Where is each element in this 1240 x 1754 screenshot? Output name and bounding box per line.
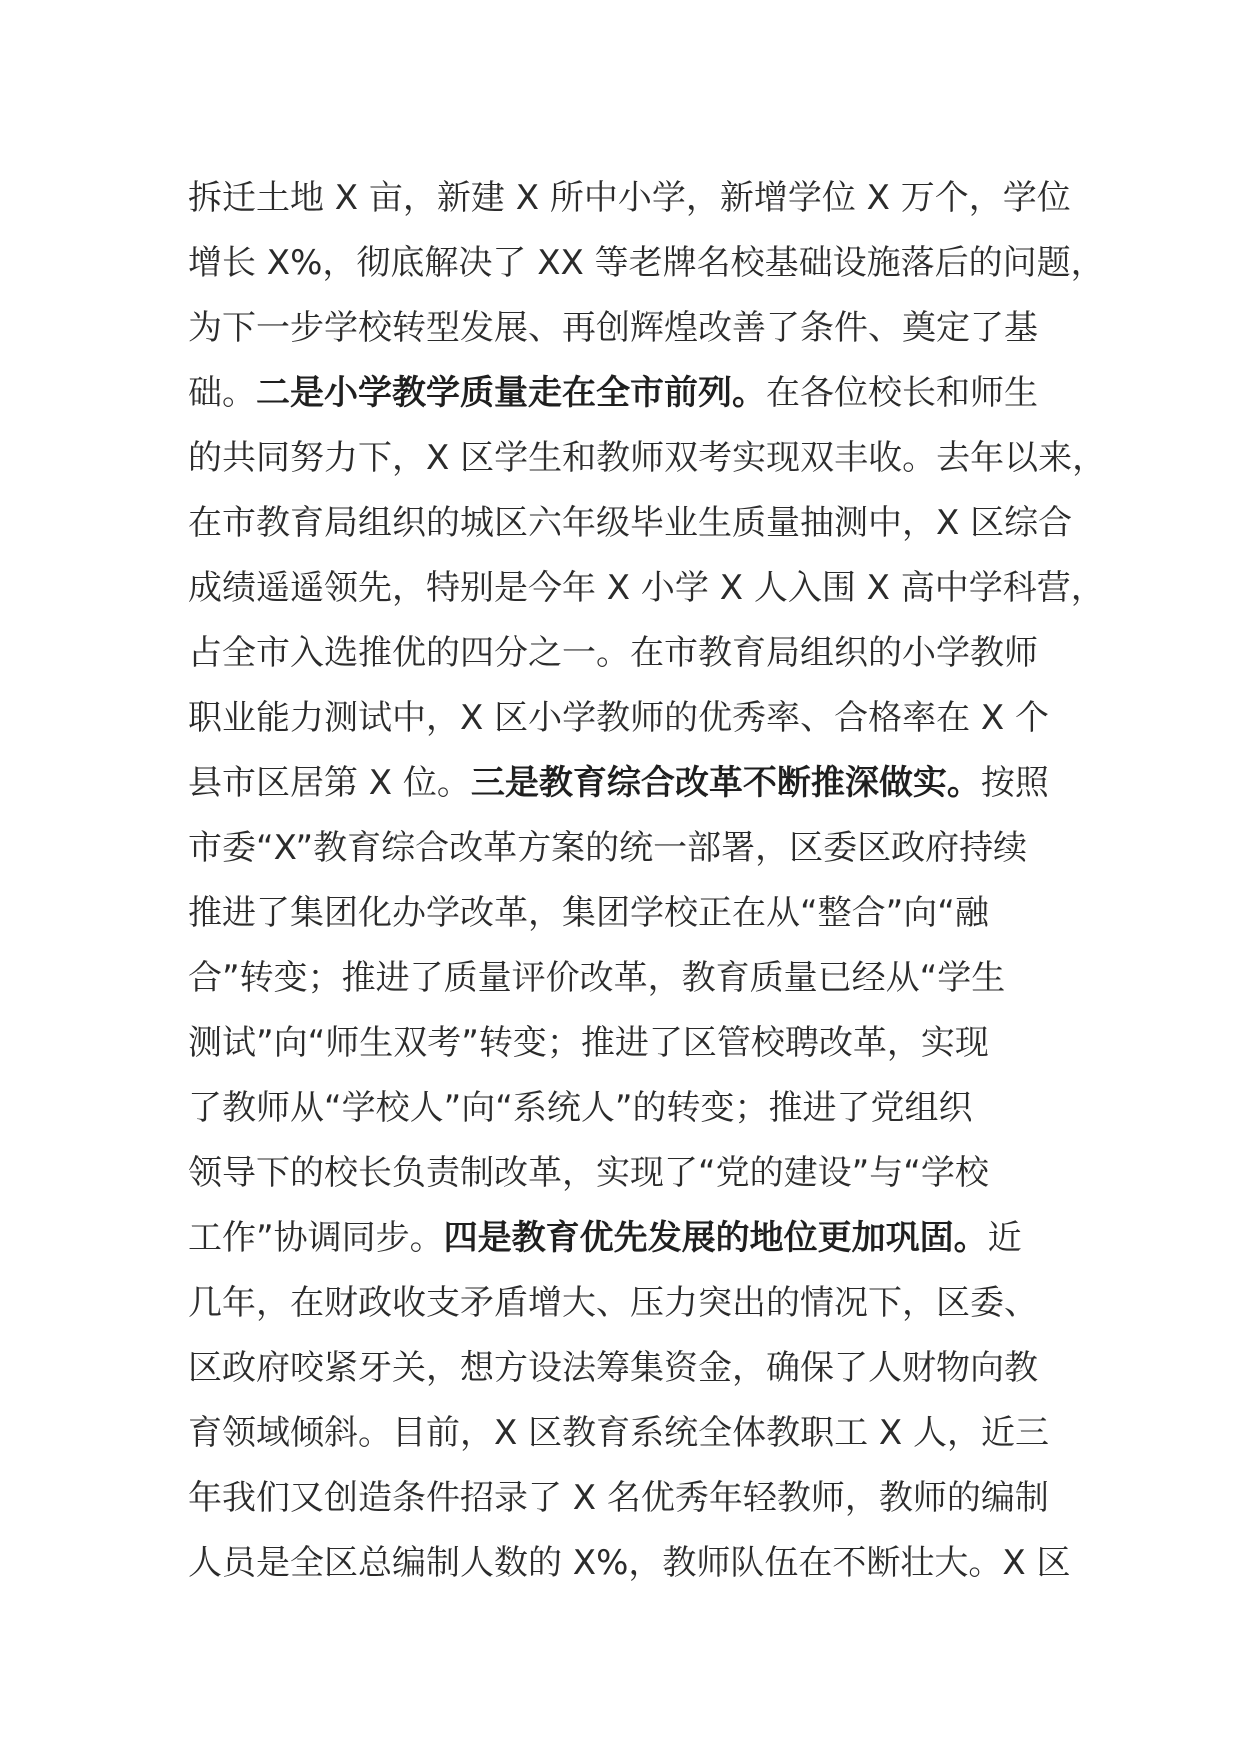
text-line — [188, 1141, 1088, 1206]
bold-heading: 二是小学教学质量走在全市前列。 — [256, 373, 766, 413]
body-text — [188, 166, 1107, 1596]
text-line — [188, 1466, 1088, 1531]
text-segment: 成绩遥遥领先，特别是今年 X 小学 X 人入围 X 高中学科营， — [188, 568, 1105, 608]
text-segment: 育领域倾斜。目前，X 区教育系统全体教职工 X 人，近三 — [188, 1413, 1050, 1453]
text-segment: 县市区居第 X 位。 — [188, 763, 471, 803]
text-segment: 人员是全区总编制人数的 X%，教师队伍在不断壮大。X 区 — [188, 1543, 1071, 1583]
text-line — [188, 1271, 1088, 1336]
text-line — [188, 751, 1088, 816]
text-segment: 推进了集团化办学改革，集团学校正在从“整合”向“融 — [188, 893, 989, 933]
text-segment: 合”转变；推进了质量评价改革，教育质量已经从“学生 — [188, 958, 1006, 998]
text-segment: 础。 — [188, 373, 256, 413]
text-line — [188, 296, 1088, 361]
text-segment: 按照 — [980, 763, 1049, 803]
text-segment: 几年，在财政收支矛盾增大、压力突出的情况下，区委、 — [188, 1283, 1038, 1323]
text-line — [188, 426, 1107, 491]
text-segment: 了教师从“学校人”向“系统人”的转变；推进了党组织 — [188, 1088, 973, 1128]
text-segment: 在各位校长和师生 — [766, 373, 1038, 413]
text-segment: 的共同努力下，X 区学生和教师双考实现双丰收。去年以来， — [188, 438, 1107, 478]
text-line — [188, 166, 1088, 231]
text-segment: 区政府咬紧牙关，想方设法筹集资金，确保了人财物向教 — [188, 1348, 1038, 1388]
text-line — [188, 946, 1088, 1011]
text-line — [188, 881, 1088, 946]
text-segment: 在市教育局组织的城区六年级毕业生质量抽测中，X 区综合 — [188, 503, 1073, 543]
text-line — [188, 1401, 1088, 1466]
text-line — [188, 686, 1088, 751]
text-line — [188, 621, 1088, 686]
text-segment: 年我们又创造条件招录了 X 名优秀年轻教师，教师的编制 — [188, 1478, 1049, 1518]
text-segment: 为下一步学校转型发展、再创辉煌改善了条件、奠定了基 — [188, 308, 1038, 348]
text-line — [188, 361, 1088, 426]
text-line — [188, 816, 1088, 881]
text-line — [188, 231, 1105, 296]
text-line — [188, 1336, 1088, 1401]
text-line — [188, 1076, 1088, 1141]
bold-heading: 四是教育优先发展的地位更加巩固。 — [443, 1218, 988, 1258]
text-segment: 市委“X”教育综合改革方案的统一部署，区委区政府持续 — [188, 828, 1028, 868]
text-segment: 增长 X%，彻底解决了 XX 等老牌名校基础设施落后的问题， — [188, 243, 1105, 283]
text-line — [188, 1011, 1088, 1076]
text-line — [188, 556, 1105, 621]
text-segment: 领导下的校长负责制改革，实现了“党的建设”与“学校 — [188, 1153, 989, 1193]
text-segment: 职业能力测试中，X 区小学教师的优秀率、合格率在 X 个 — [188, 698, 1050, 738]
text-line — [188, 491, 1088, 556]
text-segment: 近 — [987, 1218, 1022, 1258]
bold-heading: 三是教育综合改革不断推深做实。 — [470, 763, 981, 803]
text-segment: 工作”协调同步。 — [188, 1218, 444, 1258]
text-segment: 拆迁土地 X 亩，新建 X 所中小学，新增学位 X 万个，学位 — [188, 178, 1071, 218]
text-line — [188, 1206, 1088, 1271]
text-line — [188, 1531, 1088, 1596]
text-segment: 测试”向“师生双考”转变；推进了区管校聘改革，实现 — [188, 1023, 989, 1063]
text-segment: 占全市入选推优的四分之一。在市教育局组织的小学教师 — [188, 633, 1038, 673]
